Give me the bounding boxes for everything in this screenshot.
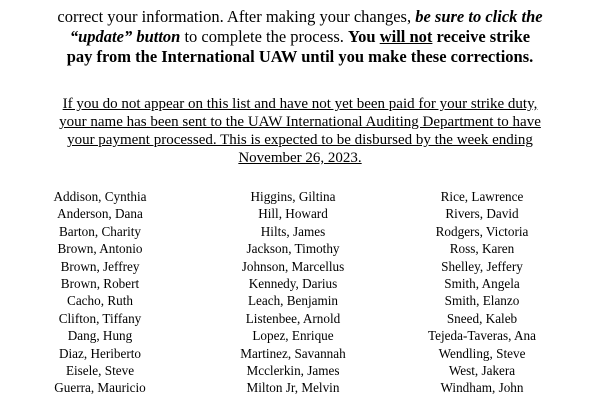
names-column-1 (0, 188, 200, 397)
notice-line: November 26, 2023. (238, 150, 362, 166)
instructions-text: correct your information. After making your changes, (57, 7, 416, 26)
list-item: Milton Jr, Melvin (246, 380, 340, 396)
list-item: Diaz, Heriberto (58, 345, 142, 361)
warning-text-emphasis: will not (379, 27, 433, 46)
instructions-text-2: to complete the process. (180, 27, 349, 46)
notice-line: your payment processed. This is expected to be disbursed by the week ending (67, 132, 533, 148)
warning-text-end: receive strike (432, 27, 531, 46)
instructions-line-1 (0, 7, 600, 27)
list-item: Dang, Hung (67, 328, 133, 344)
list-item: Anderson, Dana (57, 206, 143, 222)
list-item: Eisele, Steve (65, 363, 135, 379)
list-item: Brown, Robert (60, 276, 140, 292)
list-item: Leach, Benjamin (247, 293, 339, 309)
list-item: Cacho, Ruth (67, 293, 133, 309)
instructions-paragraph (0, 0, 600, 67)
list-item: Windham, John (440, 380, 524, 396)
list-item: West, Jakera (448, 363, 516, 379)
list-item: Mcclerkin, James (246, 363, 340, 379)
list-item: Rice, Lawrence (440, 189, 524, 204)
list-item: Hilts, James (260, 223, 326, 239)
unpaid-notice (0, 95, 600, 167)
list-item: Barton, Charity (58, 223, 142, 239)
instructions-line-3: pay from the International UAW until you make these corrections. (66, 47, 534, 66)
instructions-line-0 (0, 0, 600, 7)
list-item: Rivers, David (445, 206, 519, 222)
instructions-emphasis: be sure to click the (415, 7, 543, 26)
names-column-2 (193, 188, 393, 397)
names-column-3 (382, 188, 582, 397)
list-item: Listenbee, Arnold (245, 310, 341, 326)
list-item: Guerra, Mauricio (54, 380, 146, 396)
list-item: Rodgers, Victoria (435, 223, 529, 239)
notice-line: If you do not appear on this list and have not yet been paid for your strike duty, (62, 96, 538, 112)
list-item: Lopez, Enrique (252, 328, 334, 344)
list-item: Smith, Elanzo (444, 293, 520, 309)
notice-line: your name has been sent to the UAW International Auditing Department to have (59, 114, 541, 130)
list-item: Brown, Jeffrey (60, 258, 140, 274)
list-item: Sneed, Kaleb (446, 310, 518, 326)
list-item: Higgins, Giltina (250, 189, 336, 204)
names-list (0, 188, 600, 400)
list-item: Shelley, Jeffery (441, 258, 523, 274)
list-item: Ross, Karen (449, 241, 515, 257)
instructions-line-2 (0, 27, 600, 47)
list-item: Tejeda-Taveras, Ana (428, 328, 536, 344)
list-item: Hill, Howard (258, 206, 328, 222)
list-item: Johnson, Marcellus (241, 258, 345, 274)
list-item: Martinez, Savannah (240, 345, 346, 361)
list-item: Brown, Antonio (57, 241, 143, 257)
list-item: Clifton, Tiffany (58, 310, 142, 326)
list-item: Kennedy, Darius (248, 276, 338, 292)
warning-text-start: You (348, 27, 380, 46)
list-item: Jackson, Timothy (246, 241, 340, 257)
list-item: Addison, Cynthia (53, 189, 147, 204)
update-button-reference: “update” button (69, 27, 181, 46)
list-item: Wendling, Steve (438, 345, 526, 361)
list-item: Smith, Angela (444, 276, 520, 292)
